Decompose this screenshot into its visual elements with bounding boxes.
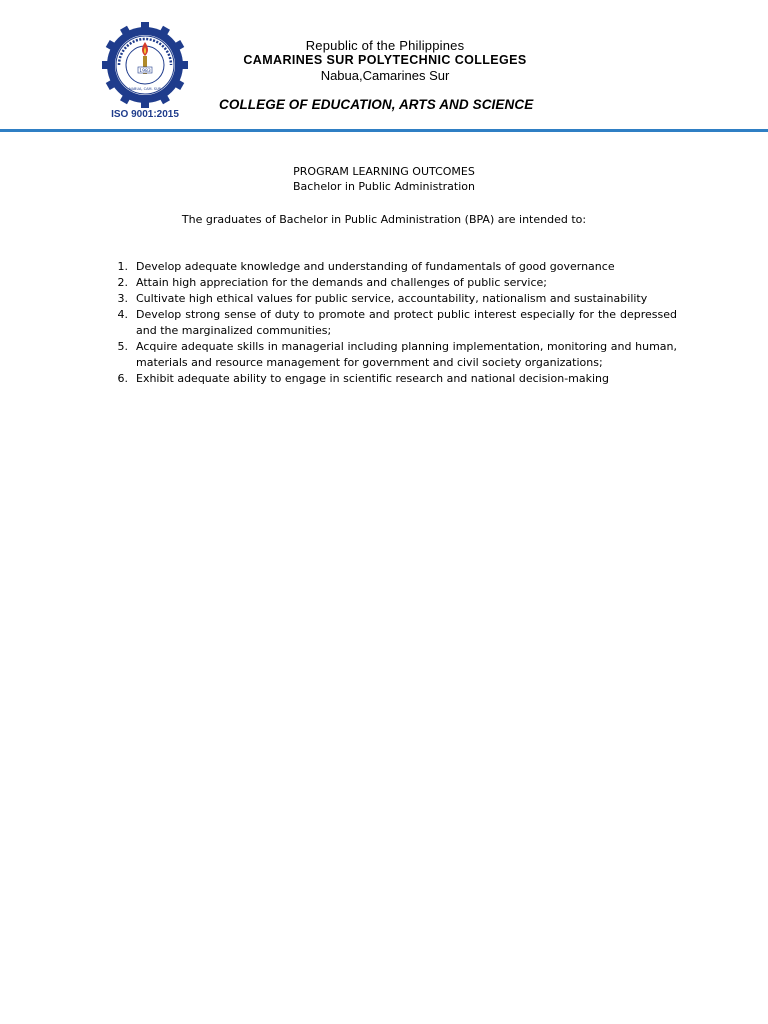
intro-sentence: The graduates of Bachelor in Public Administration (BPA) are intended to: <box>181 213 587 226</box>
college-name: CAMARINES SUR POLYTECHNIC COLLEGES <box>243 53 527 67</box>
header-divider <box>0 129 768 132</box>
document-subtitle: Bachelor in Public Administration <box>293 180 475 193</box>
iso-label: ISO 9001:2015 <box>111 109 179 120</box>
college-seal-logo <box>99 20 191 120</box>
republic-line: Republic of the Philippines <box>305 38 465 53</box>
college-location: Nabua,Camarines Sur <box>320 68 450 83</box>
svg-text:NABUA, CAM. SUR: NABUA, CAM. SUR <box>129 87 161 91</box>
list-number: 5. <box>117 340 128 353</box>
list-item <box>110 371 677 387</box>
document-title: PROGRAM LEARNING OUTCOMES <box>293 165 475 178</box>
list-number: 4. <box>117 308 128 321</box>
list-item <box>110 275 677 291</box>
list-text: Exhibit adequate ability to engage in scientific research and national decision-making <box>136 372 609 385</box>
svg-text:1983: 1983 <box>139 69 151 74</box>
list-item <box>110 259 677 275</box>
list-item <box>110 291 677 307</box>
list-text: Cultivate high ethical values for public service, accountability, nationalism and sustainability <box>136 292 648 305</box>
outcomes-list <box>110 259 677 387</box>
list-item <box>110 339 677 371</box>
list-number: 3. <box>117 292 128 305</box>
list-text: Develop strong sense of duty to promote and protect public interest especially for the depressed and the marginalized communities; <box>136 308 677 337</box>
list-number: 2. <box>117 276 128 289</box>
list-text: Acquire adequate skills in managerial including planning implementation, monitoring and human, materials and resource management for government and civil society organizations; <box>136 340 677 369</box>
list-number: 6. <box>117 372 128 385</box>
document-heading <box>0 164 768 194</box>
list-text: Attain high appreciation for the demands and challenges of public service; <box>136 276 548 289</box>
letterhead <box>200 38 570 83</box>
department-name: COLLEGE OF EDUCATION, ARTS AND SCIENCE <box>219 97 534 112</box>
list-item <box>110 307 677 339</box>
list-text: Develop adequate knowledge and understanding of fundamentals of good governance <box>136 260 615 273</box>
list-number: 1. <box>117 260 128 273</box>
